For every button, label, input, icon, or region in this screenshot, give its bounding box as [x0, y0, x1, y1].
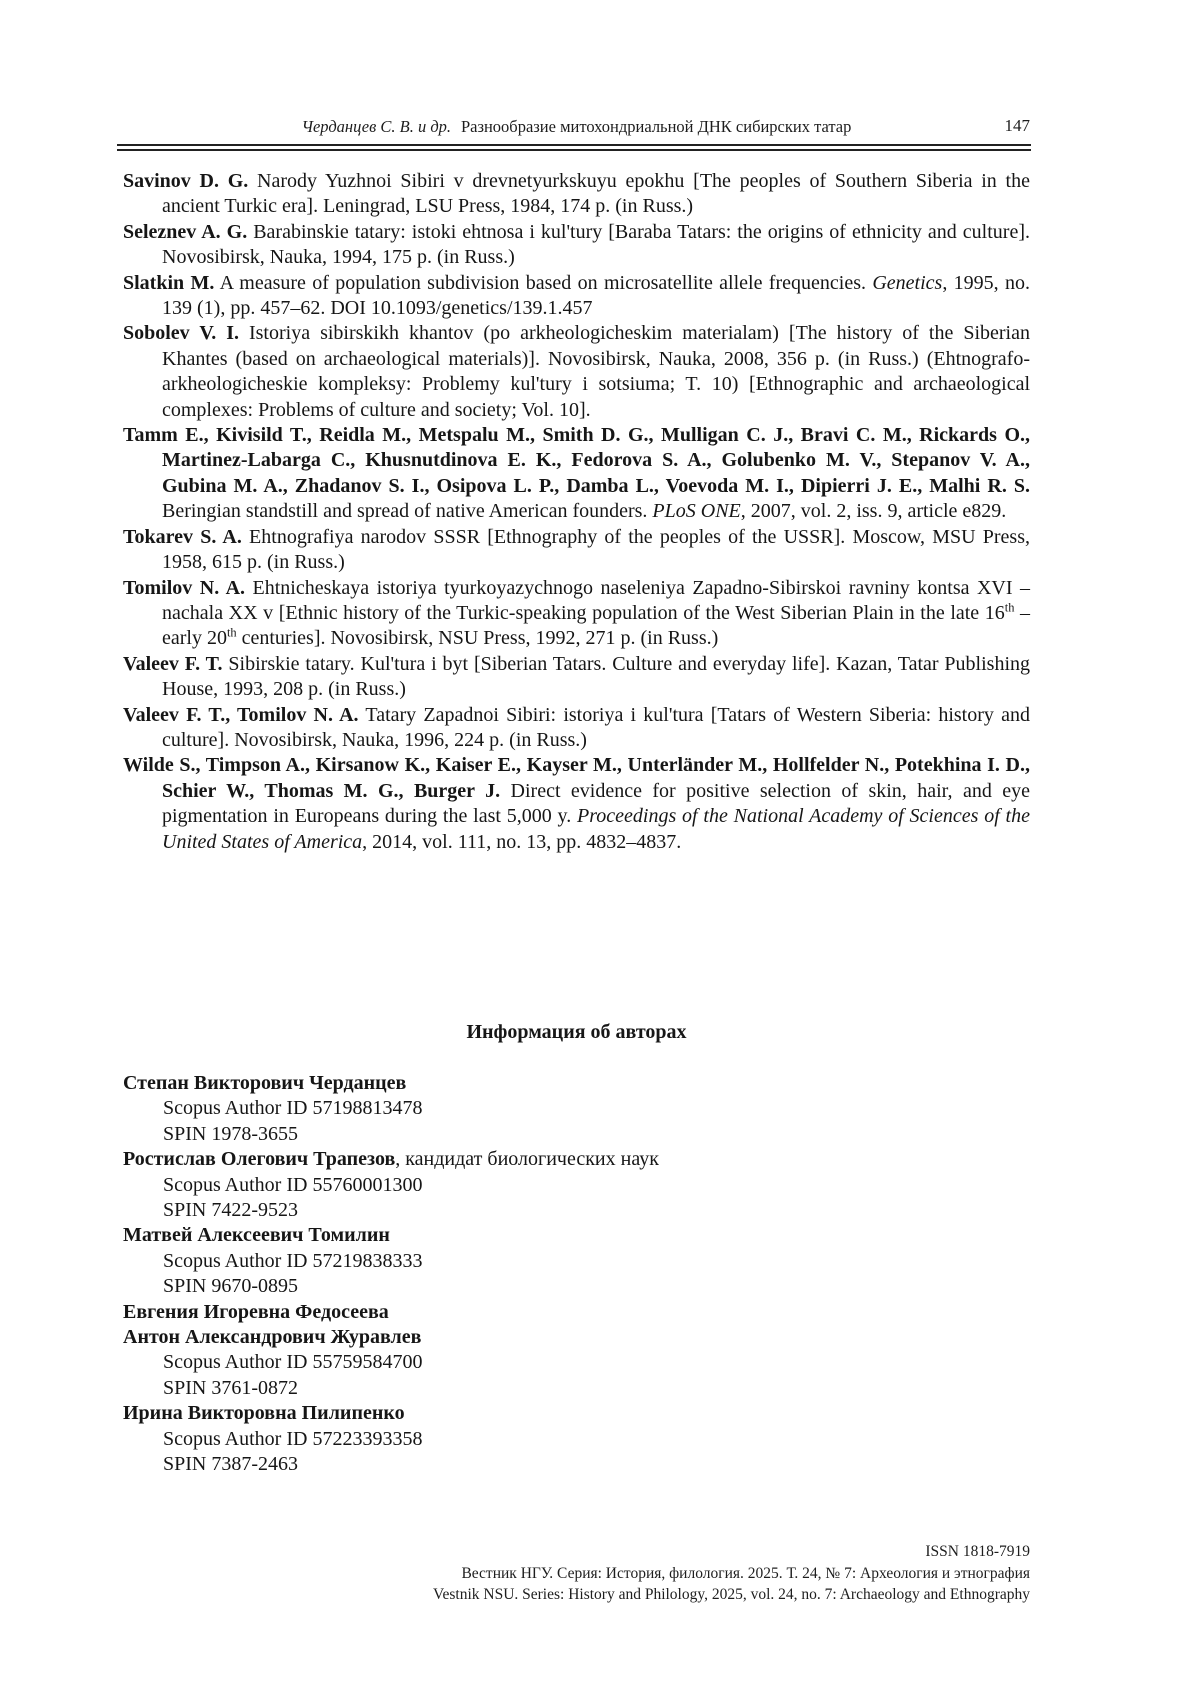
author-name-bold: Матвей Алексеевич Томилин	[123, 1224, 390, 1247]
author-detail: SPIN 3761-0872	[163, 1376, 299, 1399]
reference-text-segment: Ehtnografiya narodov SSSR [Ethnography of the peoples of the USSR]. Moscow, MSU Press, 1958, 615 p. (in Russ.)	[162, 525, 1030, 574]
reference-text-segment: Savinov D. G.	[123, 170, 249, 192]
reference-text-segment: Sobolev V. I.	[123, 322, 239, 345]
reference-text-segment: th	[226, 625, 237, 640]
author-name	[123, 1401, 1030, 1426]
author-detail: Scopus Author ID 55760001300	[163, 1173, 423, 1196]
author-name-bold: Ирина Викторовна Пилипенко	[123, 1402, 405, 1425]
reference-entry	[123, 220, 1030, 271]
reference-text-segment: A measure of population subdivision based on microsatellite allele frequencies.	[214, 271, 873, 294]
author-detail: Scopus Author ID 57219838333	[163, 1249, 423, 1272]
author-name	[123, 1325, 1030, 1350]
author-detail: Scopus Author ID 57223393358	[163, 1427, 423, 1450]
reference-text-segment: centuries]. Novosibirsk, NSU Press, 1992, 271 p. (in Russ.)	[236, 627, 719, 650]
reference-entry	[123, 169, 1030, 220]
author-name	[123, 1300, 1030, 1325]
reference-text-segment: Tomilov N. A.	[123, 576, 246, 599]
author-detail: SPIN 1978-3655	[163, 1122, 299, 1145]
author-name-bold: Ростислав Олегович Трапезов	[123, 1148, 396, 1171]
author-detail: SPIN 9670-0895	[163, 1275, 299, 1298]
footer-issn: ISSN 1818-7919	[925, 1543, 1030, 1560]
reference-entry	[123, 271, 1030, 322]
running-head	[123, 117, 1030, 137]
reference-text-segment: PLoS ONE	[652, 500, 741, 523]
reference-text-segment: Sibirskie tatary. Kul'tura i byt [Siberian Tatars. Culture and everyday life]. Kazan, Tatar Publishing House, 1993, 208 p. (in Russ.)	[162, 652, 1030, 701]
reference-entry	[123, 525, 1030, 576]
reference-entry	[123, 652, 1030, 703]
reference-entry	[123, 703, 1030, 754]
author-degree: , кандидат биологических наук	[395, 1148, 659, 1171]
author-name	[123, 1223, 1030, 1248]
reference-entry	[123, 753, 1030, 855]
author-name-bold: Евгения Игоревна Федосеева	[123, 1300, 389, 1323]
reference-text-segment: Istoriya sibirskikh khantov (po arkheologicheskim materialam) [The history of the Siberian Khantes (based on archaeological materials)]. Novosibirsk, Nauka, 2008, 356 p. (in Russ.) (Ehtnografo-arkheologicheskie kompleksy: Problemy kul'tury i sotsiuma; T. 10) [Ethnographic and archaeological complexes: Problems of culture and society; Vol. 10].	[162, 322, 1030, 421]
reference-entry	[123, 576, 1030, 652]
running-head-title: Разнообразие митохондриальной ДНК сибирских татар	[460, 117, 852, 136]
page-number: 147	[1004, 116, 1030, 135]
authors-list	[123, 1071, 1030, 1478]
running-head-authors: Черданцев С. В. и др.	[301, 117, 452, 136]
reference-text-segment: Tokarev S. A.	[123, 525, 242, 548]
author-name	[123, 1147, 1030, 1172]
authors-section-heading: Информация об авторах	[466, 1021, 687, 1043]
reference-text-segment: Tatary Zapadnoi Sibiri: istoriya i kul'tura [Tatars of Western Siberia: history and culture]. Novosibirsk, Nauka, 1996, 224 p. (in Russ.)	[162, 703, 1030, 751]
footer-journal-ru: Вестник НГУ. Серия: История, филология. 2025. Т. 24, № 7: Археология и этнография	[461, 1564, 1030, 1582]
references-list	[123, 169, 1030, 855]
author-name	[123, 1071, 1030, 1096]
author-detail: SPIN 7422-9523	[163, 1199, 299, 1222]
reference-text-segment: Barabinskie tatary: istoki ehtnosa i kul'tury [Baraba Tatars: the origins of ethnicity and culture]. Novosibirsk, Nauka, 1994, 175 p. (in Russ.)	[162, 220, 1030, 269]
reference-entry	[123, 321, 1030, 423]
reference-text-segment: , 1995, no. 139 (1), pp. 457–62. DOI 10.1093/genetics/139.1.457	[162, 271, 1030, 320]
reference-text-segment: , 2007, vol. 2, iss. 9, article e829.	[740, 500, 1007, 523]
reference-text-segment: Valeev F. T., Tomilov N. A.	[123, 703, 359, 726]
reference-text-segment: – early 20	[162, 601, 1030, 650]
reference-text-segment: Proceedings of the National Academy of Sciences of the United States of America	[162, 805, 1030, 853]
reference-text-segment: th	[1004, 600, 1015, 615]
reference-text-segment: Valeev F. T.	[123, 652, 223, 675]
reference-text-segment: Ehtnicheskaya istoriya tyurkoyazychnogo naseleniya Zapadno-Sibirskoi ravniny kontsa XVI – nachala XX v [Ethnic history of the Turkic-speaking population of the West Siberian Plain in the late 16	[162, 576, 1031, 624]
author-name-bold: Антон Александрович Журавлев	[123, 1326, 422, 1349]
page-footer	[433, 1541, 1030, 1606]
reference-text-segment: Beringian standstill and spread of native American founders.	[162, 500, 653, 523]
reference-text-segment: Genetics	[872, 271, 943, 294]
reference-text-segment: Direct evidence for positive selection of skin, hair, and eye pigmentation in Europeans during the last 5,000 y.	[162, 779, 1030, 828]
reference-text-segment: Seleznev A. G.	[123, 220, 248, 243]
header-rule	[117, 144, 1031, 151]
reference-entry	[123, 423, 1030, 525]
reference-text-segment: , 2014, vol. 111, no. 13, pp. 4832–4837.	[362, 830, 682, 853]
reference-text-segment: Tamm E., Kivisild T., Reidla M., Metspalu M., Smith D. G., Mulligan C. J., Bravi C. M., Rickards O., Martinez-Labarga C., Khusnutdinova E. K., Fedorova S. A., Golubenko M. V., Stepanov V. A., Gubina M. A., Zhadanov S. I., Osipova L. P., Damba L., Voevoda M. I., Dipierri J. E., Malhi R. S.	[123, 424, 1030, 497]
author-detail: SPIN 7387-2463	[163, 1453, 299, 1476]
author-name-bold: Степан Викторович Черданцев	[123, 1072, 407, 1094]
reference-text-segment: Slatkin M.	[123, 271, 215, 294]
author-detail: Scopus Author ID 55759584700	[163, 1351, 423, 1374]
reference-text-segment: Wilde S., Timpson A., Kirsanow K., Kaiser E., Kayser M., Unterländer M., Hollfelder N., Potekhina I. D., Schier W., Thomas M. G., Burger J.	[123, 754, 1030, 802]
author-detail: Scopus Author ID 57198813478	[163, 1097, 423, 1120]
reference-text-segment: Narody Yuzhnoi Sibiri v drevnetyurkskuyu epokhu [The peoples of Southern Siberia in the ancient Turkic era]. Leningrad, LSU Press, 1984, 174 p. (in Russ.)	[162, 170, 1030, 218]
footer-journal-en: Vestnik NSU. Series: History and Philology, 2025, vol. 24, no. 7: Archaeology and Ethnography	[433, 1586, 1030, 1603]
